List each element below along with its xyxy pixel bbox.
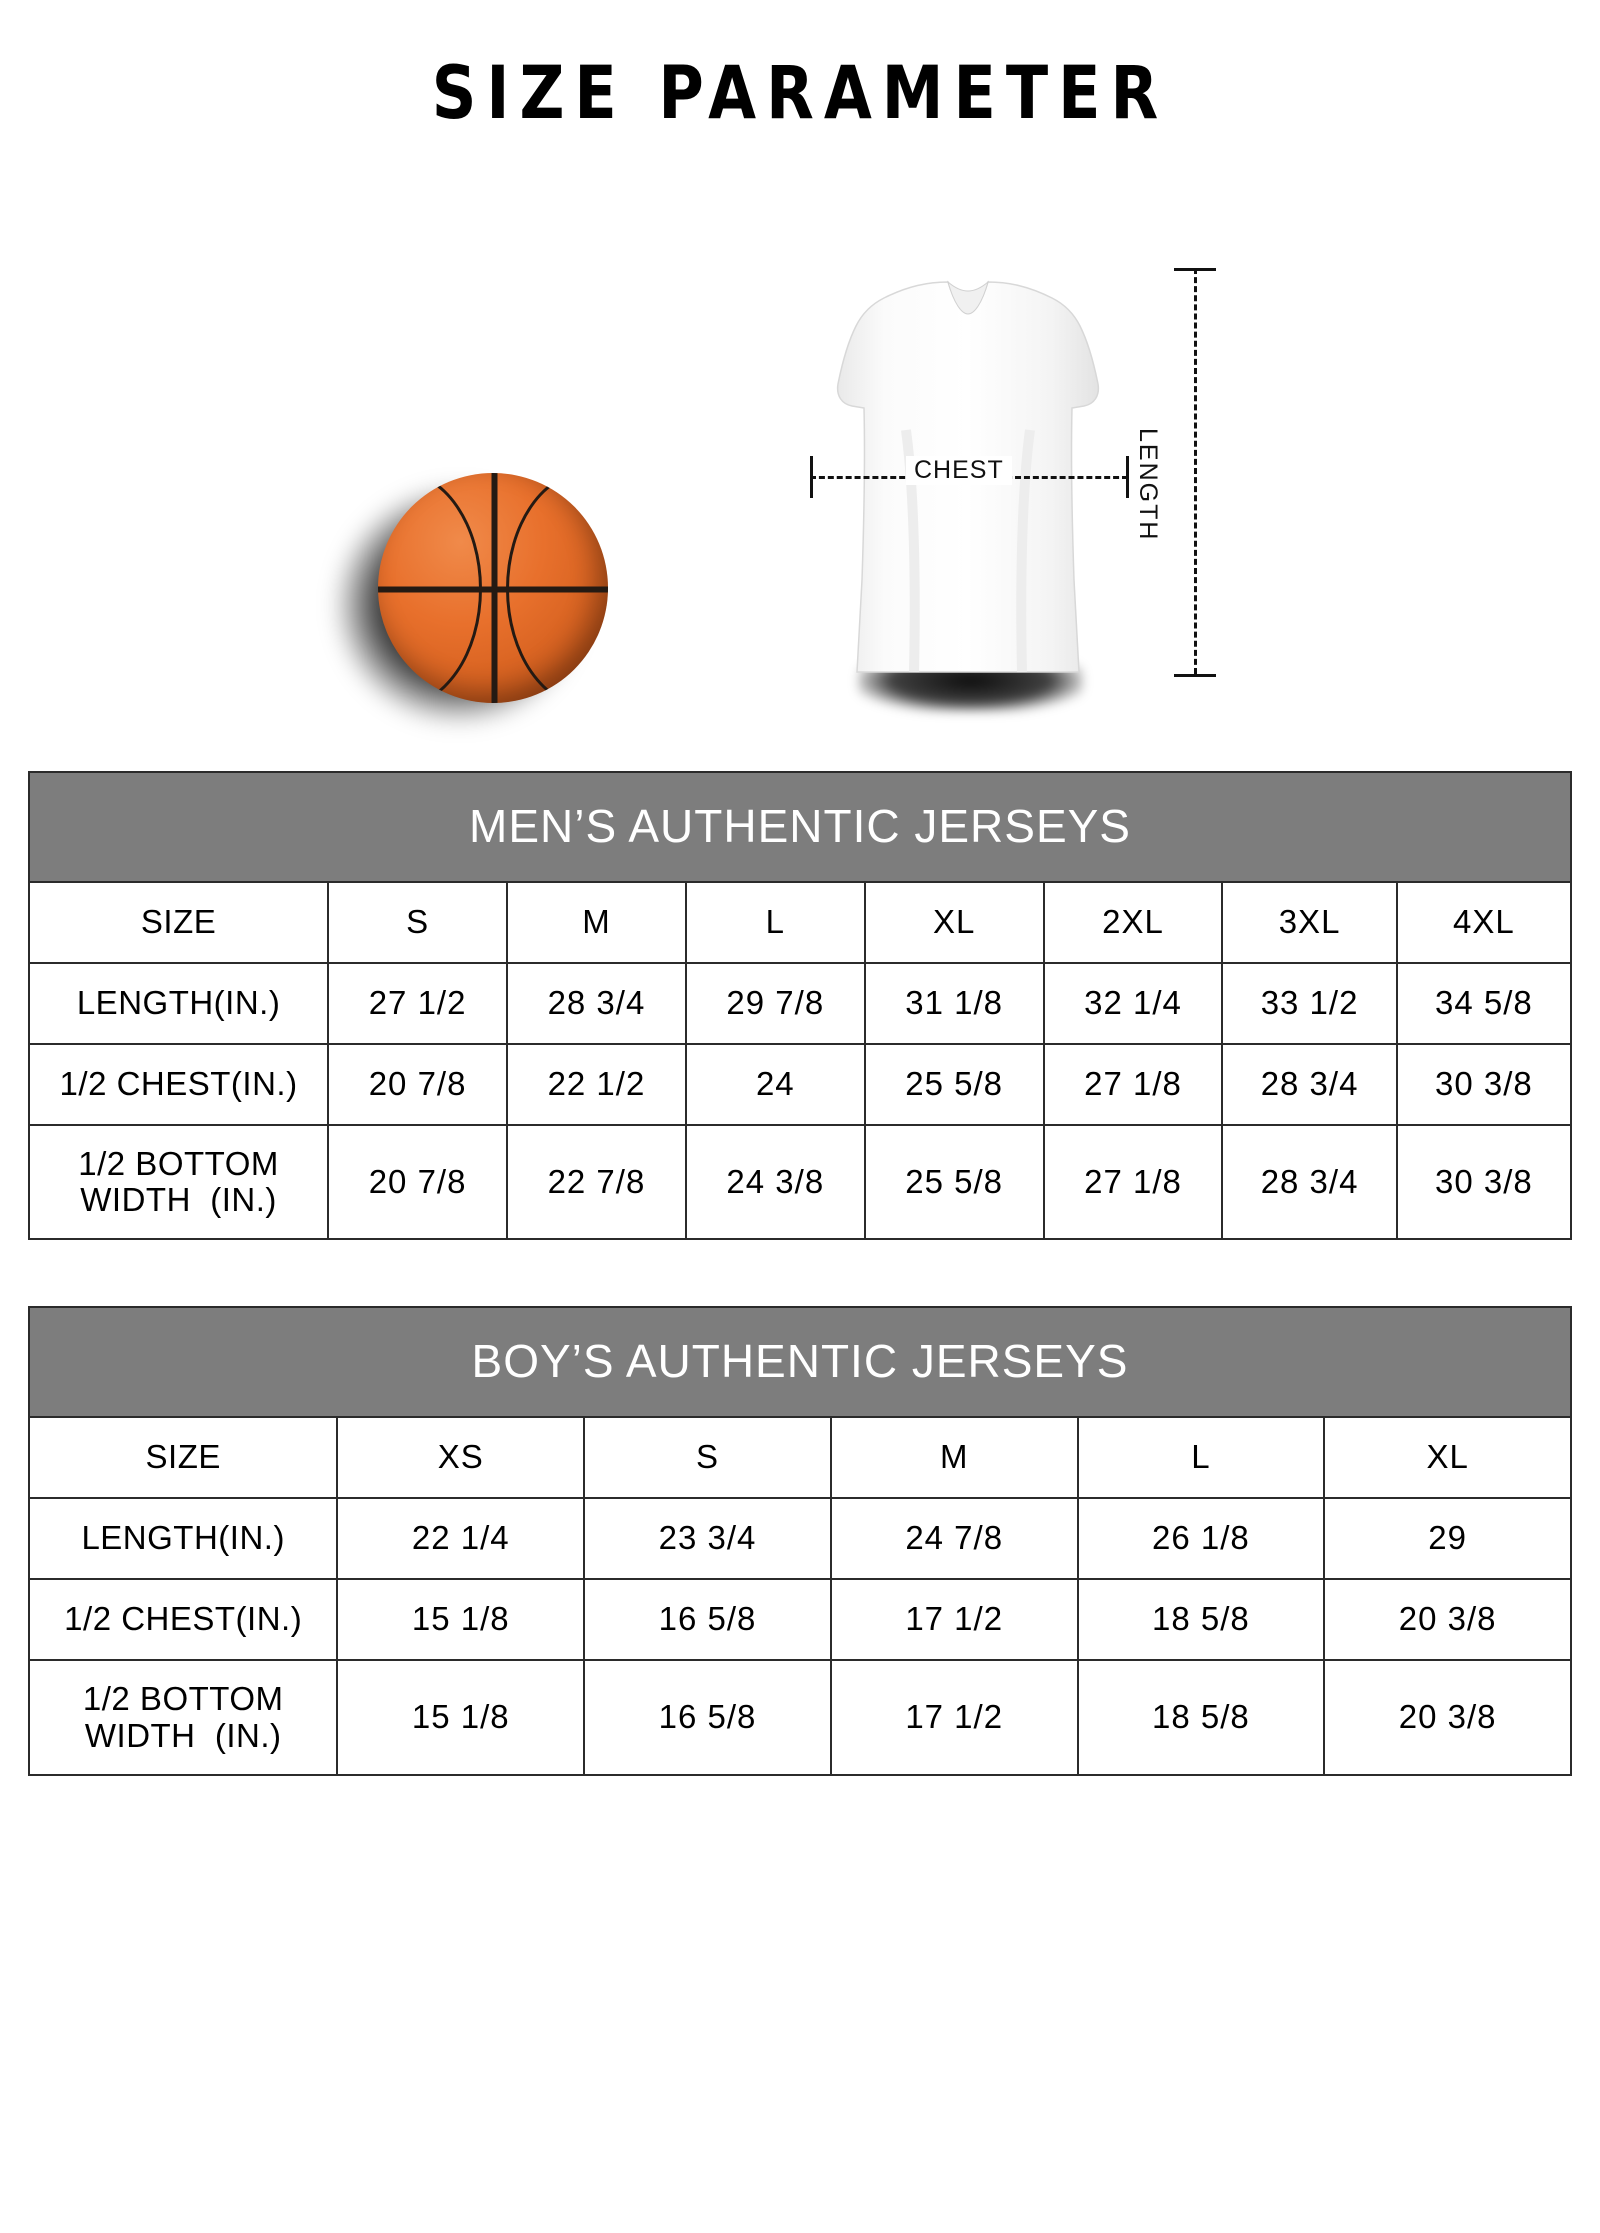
cell-bottom-l: 18 5/8 <box>1078 1660 1325 1775</box>
row-label-length: LENGTH(IN.) <box>29 1498 337 1579</box>
cell-bottom-s: 20 7/8 <box>328 1125 507 1240</box>
basketball-seam-curve-right <box>506 473 608 703</box>
mens-size-table <box>28 881 1572 1240</box>
boys-size-table <box>28 1416 1572 1775</box>
table-row <box>29 1417 1571 1498</box>
cell-length-3xl: 33 1/2 <box>1222 963 1396 1044</box>
cell-chest-l: 24 <box>686 1044 865 1125</box>
jersey-icon <box>788 280 1148 700</box>
column-header-m: M <box>507 882 686 963</box>
column-header-4xl: 4XL <box>1397 882 1571 963</box>
column-header-l: L <box>686 882 865 963</box>
cell-length-s: 27 1/2 <box>328 963 507 1044</box>
cell-length-xs: 22 1/4 <box>337 1498 584 1579</box>
table-row <box>29 1044 1571 1125</box>
page-title: SIZE PARAMETER <box>431 49 1169 136</box>
cell-chest-4xl: 30 3/8 <box>1397 1044 1571 1125</box>
row-label-half-bottom-width <box>29 1125 328 1240</box>
basketball-illustration <box>328 455 628 755</box>
cell-chest-s: 16 5/8 <box>584 1579 831 1660</box>
cell-length-xl: 29 <box>1324 1498 1571 1579</box>
cell-length-s: 23 3/4 <box>584 1498 831 1579</box>
table-row <box>29 1125 1571 1240</box>
cell-chest-l: 18 5/8 <box>1078 1579 1325 1660</box>
column-header-l: L <box>1078 1417 1325 1498</box>
table-row <box>29 1498 1571 1579</box>
boys-size-table-block <box>28 1306 1572 1775</box>
column-header-3xl: 3XL <box>1222 882 1396 963</box>
cell-bottom-l: 24 3/8 <box>686 1125 865 1240</box>
row-label-line1: 1/2 BOTTOM <box>82 1680 284 1718</box>
product-illustration <box>28 125 1572 765</box>
cell-chest-m: 17 1/2 <box>831 1579 1078 1660</box>
column-header-size: SIZE <box>29 1417 337 1498</box>
table-row <box>29 963 1571 1044</box>
cell-bottom-s: 16 5/8 <box>584 1660 831 1775</box>
cell-length-m: 24 7/8 <box>831 1498 1078 1579</box>
cell-length-4xl: 34 5/8 <box>1397 963 1571 1044</box>
cell-length-l: 26 1/8 <box>1078 1498 1325 1579</box>
length-measure-line <box>1194 268 1197 674</box>
cell-chest-m: 22 1/2 <box>507 1044 686 1125</box>
cell-chest-xs: 15 1/8 <box>337 1579 584 1660</box>
basketball-icon <box>378 473 608 703</box>
cell-bottom-m: 22 7/8 <box>507 1125 686 1240</box>
table-row <box>29 882 1571 963</box>
cell-chest-xl: 20 3/8 <box>1324 1579 1571 1660</box>
jersey-illustration <box>788 280 1162 700</box>
mens-size-table-block <box>28 771 1572 1240</box>
cell-bottom-xl: 25 5/8 <box>865 1125 1044 1240</box>
chest-measure-label: CHEST <box>906 456 1012 485</box>
column-header-s: S <box>328 882 507 963</box>
cell-length-m: 28 3/4 <box>507 963 686 1044</box>
row-label-half-chest: 1/2 CHEST(IN.) <box>29 1044 328 1125</box>
cell-bottom-2xl: 27 1/8 <box>1044 1125 1223 1240</box>
cell-length-l: 29 7/8 <box>686 963 865 1044</box>
cell-bottom-4xl: 30 3/8 <box>1397 1125 1571 1240</box>
column-header-xl: XL <box>1324 1417 1571 1498</box>
column-header-2xl: 2XL <box>1044 882 1223 963</box>
row-label-line1: 1/2 BOTTOM <box>78 1144 279 1182</box>
row-label-line2: WIDTH (IN.) <box>84 1716 282 1754</box>
row-label-length: LENGTH(IN.) <box>29 963 328 1044</box>
cell-length-xl: 31 1/8 <box>865 963 1044 1044</box>
boys-table-title: BOY’S AUTHENTIC JERSEYS <box>28 1306 1572 1416</box>
column-header-s: S <box>584 1417 831 1498</box>
cell-bottom-3xl: 28 3/4 <box>1222 1125 1396 1240</box>
table-row <box>29 1579 1571 1660</box>
mens-table-title: MEN’S AUTHENTIC JERSEYS <box>28 771 1572 881</box>
row-label-line2: WIDTH (IN.) <box>80 1181 277 1219</box>
column-header-size: SIZE <box>29 882 328 963</box>
column-header-xl: XL <box>865 882 1044 963</box>
length-tick-bottom <box>1174 674 1216 677</box>
cell-chest-xl: 25 5/8 <box>865 1044 1044 1125</box>
cell-length-2xl: 32 1/4 <box>1044 963 1223 1044</box>
column-header-m: M <box>831 1417 1078 1498</box>
cell-chest-s: 20 7/8 <box>328 1044 507 1125</box>
cell-bottom-xl: 20 3/8 <box>1324 1660 1571 1775</box>
cell-chest-3xl: 28 3/4 <box>1222 1044 1396 1125</box>
row-label-half-chest: 1/2 CHEST(IN.) <box>29 1579 337 1660</box>
table-row <box>29 1660 1571 1775</box>
length-measure-label: LENGTH <box>1133 420 1162 549</box>
column-header-xs: XS <box>337 1417 584 1498</box>
cell-bottom-xs: 15 1/8 <box>337 1660 584 1775</box>
cell-bottom-m: 17 1/2 <box>831 1660 1078 1775</box>
basketball-seam-curve-left <box>378 473 482 703</box>
row-label-half-bottom-width <box>29 1660 337 1775</box>
cell-chest-2xl: 27 1/8 <box>1044 1044 1223 1125</box>
